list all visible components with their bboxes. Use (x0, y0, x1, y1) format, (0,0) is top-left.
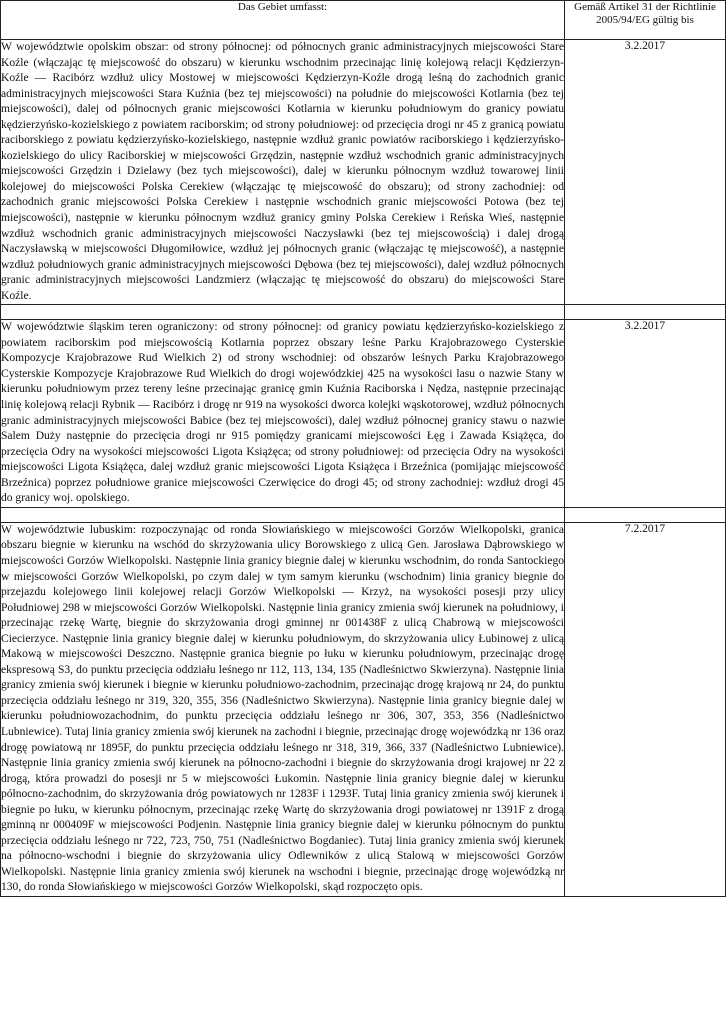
table-row (1, 40, 726, 305)
spacer-cell (565, 305, 726, 320)
spacer-cell (1, 507, 565, 522)
row-spacer (1, 305, 726, 320)
area-description: W województwie opolskim obszar: od strony północnej: od północnych granic administracyjnych miejscowości Stare Koźle (włączając tę miejscowość do obszaru) w kierunku wschodnim przecinając linię kolejową relacji Kędzierzyn-Koźle — Racibórz wzdłuż ulicy Mostowej w miejscowości Kędzierzyn-Koźle drogą leśną do zachodnich granic administracyjnych miejscowości Stara Kuźnia (bez tej miejscowości) na południe do miejscowości Kotlarnia (bez tej miejscowości), dalej od północnych granic miejscowości Kotlarnia w kierunku południowym do granicy powiatu kędzierzyńsko-kozielskiego z powiatem raciborskim; od strony południowej: od przecięcia drogi nr 45 z granicą powiatu raciborskiego z powiatu kędzierzyńsko-kozielskiego, następnie wzdłuż granic powiatów raciborskiego i kędzierzyńsko-kozielskiego do ulicy Raciborskiej w miejscowości Grzędzin, następnie wzdłuż wschodnich granic administracyjnych miejscowości Grzędzin i Dzielawy (bez tych miejscowości), dalej w kierunku północnym wzdłuż towarowej linii kolejowej do miejscowości Polska Cerekiew (włączając tę miejscowość do obszaru); od strony zachodniej: od zachodnich granic miejscowości Polska Cerekiew i następnie wschodnich granic miejscowości Potowa (bez tej miejscowości), następnie w kierunku północnym wzdłuż granicy gminy Polska Cerekiew i Reńska Wieś, następnie wzdłuż wschodnich granic administracyjnych miejscowości Naczysławki (bez tej miejscowością) i dalej drogą Naczysławską w miejscowości Długomiłowice, wzdłuż jej północnych granic (włączając tę miejscowość), a następnie wzdłuż południowych granic administracyjnych miejscowości Dębowa (bez tej miejscowości), dalej wzdłuż północnych granic administracyjnych miejscowości Landzmierz (włączając tę miejscowość do obszaru) do miejscowości Stare Koźle. (1, 40, 565, 305)
valid-until-date: 3.2.2017 (565, 320, 726, 508)
table-header-row (1, 1, 726, 40)
valid-until-date: 7.2.2017 (565, 522, 726, 896)
area-description: W województwie śląskim teren ograniczony: od strony północnej: od granicy powiatu kędzierzyńsko-kozielskiego z powiatem raciborskim pod miejscowością Kotlarnia poprzez obszary leśne Parku Krajobrazowego Cysterskie Kompozycje Krajobrazowe Rud Wielkich 2) od strony wschodniej: od obszarów leśnych Parku Krajobrazowego Cysterskie Kompozycje Krajobrazowe Rud Wielkich do drogi wojewódzkiej 425 na wysokości lasu o nazwie Stany w kierunku południowym przez tereny leśne przecinając granicę gmin Kuźnia Raciborska i Nędza, następnie przecinając linię kolejową relacji Rybnik — Racibórz i drogę nr 919 na wysokości dworca kolejki wąskotorowej, wzdłuż północnych granic administracyjnych miejscowości Babice (bez tej miejscowości), dalej wzdłuż północnej granicy stawu o nazwie Salem Duży następnie do przecięcia drogi nr 915 pomiędzy granicami miejscowości Łęg i Zawada Książęca, do przecięcia Odry na wysokości miejscowości Ligota Książęca; od strony południowej: od przecięcia Odry na wysokości miejscowości Ligota Książęca, dalej wzdłuż granic miejscowości Ligota Książęca i Brzeźnica (pomijając miejscowość Brzeźnica) poprzez południowe granice miejscowości Czerwięcice do drogi 45; od strony zachodniej: wzdłuż drogi 45 do granicy woj. opolskiego. (1, 320, 565, 508)
valid-until-date: 3.2.2017 (565, 40, 726, 305)
column-header-area: Das Gebiet umfasst: (1, 1, 565, 40)
table-row (1, 522, 726, 896)
area-description: W województwie lubuskim: rozpoczynając od ronda Słowiańskiego w miejscowości Gorzów Wielkopolski, granica obszaru biegnie w kierunku na wschód do skrzyżowania ulicy Borowskiego z ulicą Gen. Jarosława Dąbrowskiego w miejscowości Gorzów Wielkopolski. Następnie linia granicy biegnie dalej w kierunku wschodnim, do ronda Santockiego w miejscowości Gorzów Wielkopolski, po czym dalej w tym samym kierunku (wschodnim) linia granicy biegnie do przejazdu kolejowego linii kolejowej relacji Gorzów Wielkopolski — Krzyż, na wysokości posesji przy ulicy Południowej 298 w miejscowości Gorzów Wielkopolski. Następnie linia granicy zmienia swój kierunek na południowy, i przecinając rzekę Wartę, biegnie do skrzyżowania drogi gminnej nr 001438F z ulicą Chabrową w miejscowości Ciecierzyce. Następnie linia granicy biegnie dalej w kierunku południowym, do skrzyżowania ulicy Łubinowej z ulicą Makową w miejscowości Deszczno. Następnie granica biegnie po łuku w kierunku południowym, przecinając drogę ekspresową S3, do punktu przecięcia oddziału leśnego nr 112, 113, 134, 135 (Nadleśnictwo Skwierzyna). Następnie linia granicy zmienia swój kierunek i biegnie w kierunku południowo-zachodnim, przecinając drogę krajową nr 24, do punktu przecięcia oddziału leśnego nr 319, 320, 355, 356 (Nadleśnictwo Skwierzyna). Następnie linia granicy biegnie dalej w kierunku południowozachodnim, do punktu przecięcia oddziału leśnego nr 306, 307, 353, 356 (Nadleśnictwo Lubniewice). Tutaj linia granicy zmienia swój kierunek na zachodni i biegnie, przecinając drogę wojewódzką nr 136 oraz drogę powiatową nr 1895F, do punktu przecięcia oddziału leśnego nr 318, 319, 366, 337 (Nadleśnictwo Lubniewice). Następnie linia granicy zmienia swój kierunek na północno-zachodni i biegnie do skrzyżowania drogi krajowej nr 22 z drogą, która prowadzi do posesji nr 5 w miejscowości Łukomin. Następnie linia granicy biegnie dalej w kierunku północno-zachodnim, do skrzyżowania dróg powiatowych nr 1283F i 1293F. Tutaj linia granicy zmienia swój kierunek i biegnie po łuku, w kierunku północnym, przecinając rzekę Wartę do skrzyżowania drogi powiatowej nr 1391F z drogą gminną nr 000409F w miejscowości Podjenin. Następnie linia granicy biegnie dalej w kierunku północnym do punktu przecięcia oddziału leśnego nr 722, 723, 750, 751 (Nadleśnictwo Bogdaniec). Tutaj linia granicy zmienia swój kierunek na północno-wschodni i biegnie do skrzyżowania ulicy Odlewników z ulicą Stalową w miejscowości Gorzów Wielkopolski. Następnie linia granicy zmienia swój kierunek na wschodni i biegnie, przecinając drogę wojewódzką nr 130, do ronda Słowiańskiego w miejscowości Gorzów Wielkopolski, skąd rozpoczęto opis. (1, 522, 565, 896)
column-header-valid-until: Gemäß Artikel 31 der Richtlinie 2005/94/EG gültig bis (565, 1, 726, 40)
row-spacer (1, 507, 726, 522)
table-row (1, 320, 726, 508)
spacer-cell (1, 305, 565, 320)
spacer-cell (565, 507, 726, 522)
